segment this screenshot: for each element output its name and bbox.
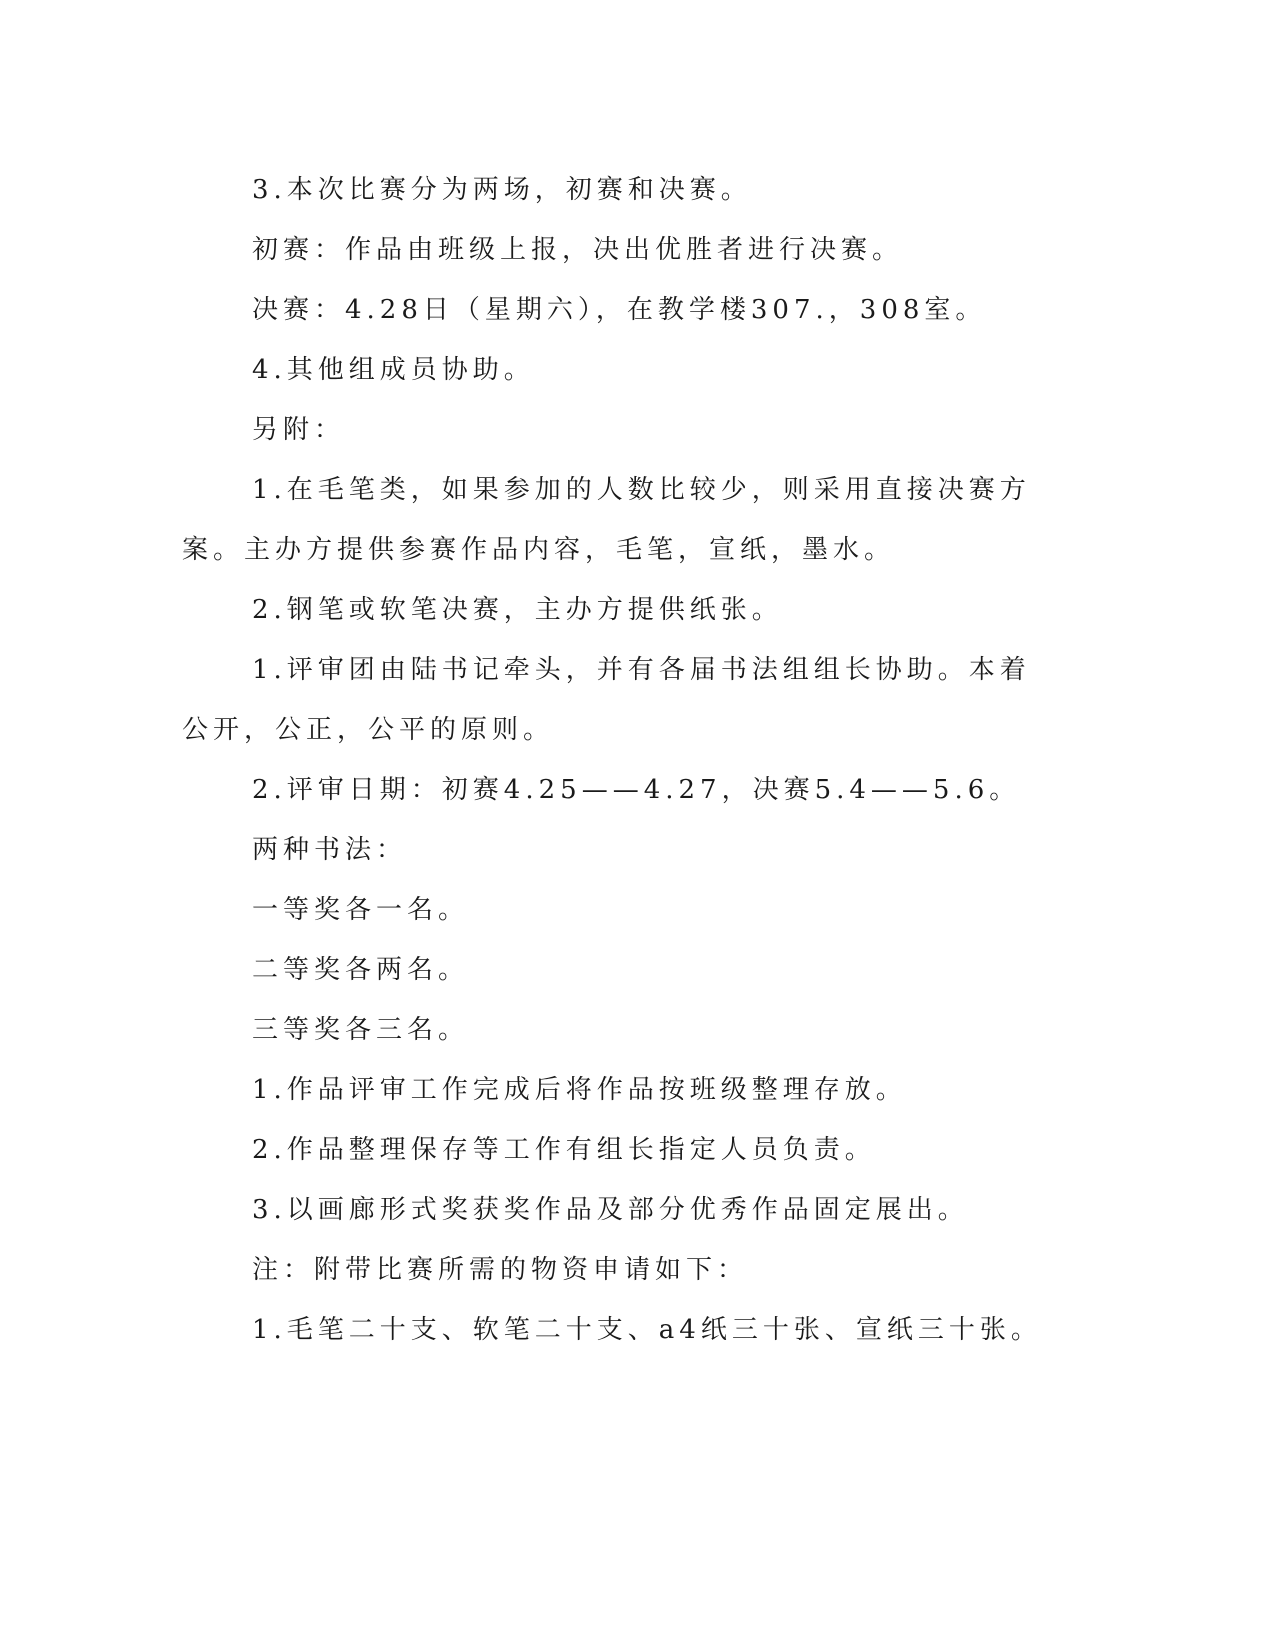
paragraph-second-prize: 二等奖各两名。 (252, 955, 470, 985)
paragraph-exhibition: 3.以画廊形式奖获奖作品及部分优秀作品固定展出。 (252, 1195, 969, 1225)
paragraph-third-prize: 三等奖各三名。 (252, 1015, 470, 1045)
paragraph-review-dates: 2.评审日期：初赛4.25——4.27，决赛5.4——5.6。 (252, 775, 1021, 805)
paragraph-appendix-heading: 另附： (252, 415, 346, 445)
paragraph-note: 注：附带比赛所需的物资申请如下： (252, 1255, 749, 1285)
paragraph-final-rounds: 3.本次比赛分为两场，初赛和决赛。 (252, 175, 752, 205)
paragraph-jury: 1.评审团由陆书记牵头，并有各届书法组组长协助。本着公开，公正，公平的原则。 (182, 655, 1031, 745)
paragraph-responsibility: 2.作品整理保存等工作有组长指定人员负责。 (252, 1135, 876, 1165)
document-body (182, 160, 1042, 1360)
paragraph-assistance: 4.其他组成员协助。 (252, 355, 535, 385)
paragraph-final-date: 决赛：4.28日（星期六），在教学楼307.，308室。 (252, 295, 987, 325)
paragraph-pen-final: 2.钢笔或软笔决赛，主办方提供纸张。 (252, 595, 783, 625)
paragraph-first-prize: 一等奖各一名。 (252, 895, 470, 925)
paragraph-two-styles: 两种书法： (252, 835, 408, 865)
paragraph-storage: 1.作品评审工作完成后将作品按班级整理存放。 (252, 1075, 907, 1105)
paragraph-preliminary: 初赛：作品由班级上报，决出优胜者进行决赛。 (252, 235, 904, 265)
paragraph-brush-category: 1.在毛笔类，如果参加的人数比较少，则采用直接决赛方案。主办方提供参赛作品内容，毛笔，宣纸，墨水。 (182, 475, 1031, 565)
paragraph-supplies: 1.毛笔二十支、软笔二十支、a4纸三十张、宣纸三十张。 (252, 1315, 1042, 1345)
